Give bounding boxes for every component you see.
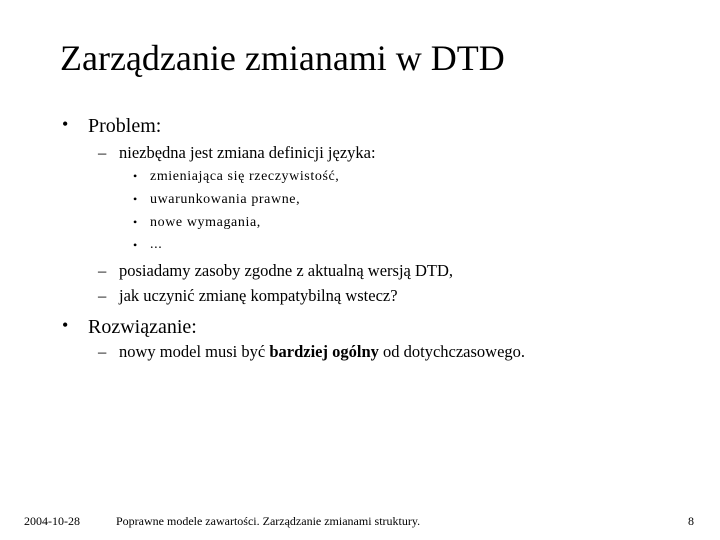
problem-subitem-2: uwarunkowania prawne, (150, 192, 301, 207)
problem-subitem-1: zmieniająca się rzeczywistość, (150, 169, 340, 184)
footer-date: 2004-10-28 (24, 514, 80, 528)
solution-item (119, 342, 525, 362)
dash-1: – (98, 143, 107, 162)
page-number: 8 (688, 514, 694, 528)
problem-subitem-4: ... (150, 237, 163, 252)
problem-heading: Problem: (88, 115, 162, 137)
subbullet-2: • (133, 192, 138, 206)
footer-caption: Poprawne modele zawartości. Zarządzanie zmianami struktury. (116, 514, 421, 528)
solution-bullet: • (62, 315, 69, 335)
subbullet-4: • (133, 238, 138, 252)
dash-4: – (98, 342, 107, 361)
problem-item-3: jak uczynić zmianę kompatybilną wstecz? (119, 286, 398, 305)
subbullet-1: • (133, 169, 138, 183)
solution-heading: Rozwiązanie: (88, 316, 197, 338)
solution-text-bold: bardziej ogólny (269, 342, 379, 361)
dash-3: – (98, 286, 107, 305)
problem-item-1: niezbędna jest zmiana definicji języka: (119, 143, 376, 162)
slide-title: Zarządzanie zmianami w DTD (60, 38, 505, 78)
problem-bullet: • (62, 114, 69, 134)
dash-2: – (98, 261, 107, 280)
solution-text-post: od dotychczasowego. (383, 342, 526, 361)
solution-text-pre: nowy model musi być (119, 342, 266, 361)
problem-item-2: posiadamy zasoby zgodne z aktualną wersją DTD, (119, 261, 454, 280)
problem-subitem-3: nowe wymagania, (150, 215, 261, 230)
subbullet-3: • (133, 215, 138, 229)
